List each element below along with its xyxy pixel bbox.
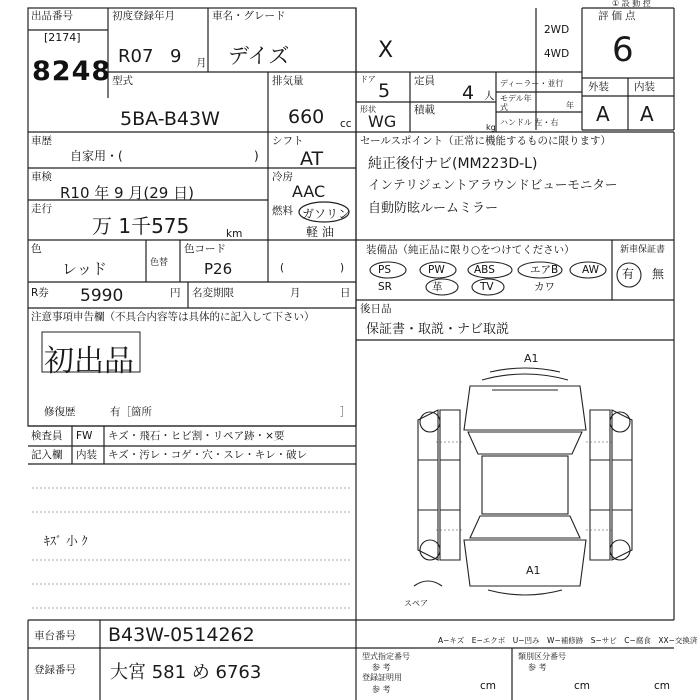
ref-2: 参 考: [528, 663, 547, 672]
notes-content: 初出品: [44, 344, 134, 379]
diagram-legend: A−キズ E−エクボ U−凹み W−補修跡 S−サビ C−腐食 XX−交換済: [438, 636, 698, 645]
repair-label: 修復歴: [44, 406, 76, 418]
meimei-day: 日: [340, 287, 351, 299]
warranty-no: 無: [652, 267, 665, 281]
fuel-paren-open: (: [280, 262, 285, 274]
lot-label: 出品番号: [31, 10, 73, 22]
first-reg-month-unit: 月: [196, 57, 207, 69]
capacity-unit: 人: [484, 90, 495, 102]
doors: 5: [378, 80, 391, 102]
type-designation-label: 型式指定番号: [362, 652, 410, 661]
sales-line-1: 純正後付ナビ(MM223D-L): [368, 156, 538, 172]
recycle: 5990: [80, 286, 124, 306]
notes-label: 注意事項申告欄（不具合内容等は具体的に記入して下さい）: [31, 311, 315, 323]
drive-2wd: 2WD: [544, 24, 570, 36]
color-code: P26: [204, 260, 233, 278]
interior-label: 内装: [634, 81, 655, 93]
chassis: B43W-0514262: [108, 624, 255, 646]
score-label: 評価点: [598, 10, 639, 22]
handle-label: ハンドル 左・右: [500, 118, 559, 127]
first-reg-month: 9: [170, 46, 182, 67]
fuel-paren-close: ): [340, 262, 345, 274]
car-name: デイズ: [228, 44, 290, 68]
recycle-label: R券: [31, 287, 49, 299]
drive-4wd: 4WD: [544, 48, 570, 60]
inspector-text-2: キズ・汚レ・コゲ・穴・スレ・キレ・破レ: [108, 449, 308, 461]
category-label: 類別区分番号: [518, 652, 566, 661]
equip-kawa: カワ: [534, 281, 555, 293]
recycle-unit: 円: [170, 287, 181, 299]
car-diagram: [400, 350, 650, 615]
notes-box: [40, 330, 144, 374]
reg-cert-label: 登録証明用: [362, 673, 402, 682]
warranty-label: 新車保証書: [620, 245, 666, 255]
equip-leather: 革: [432, 281, 443, 293]
equip-pw: PW: [428, 264, 445, 276]
doors-label: ドア: [360, 75, 376, 84]
repair-has: 有［箇所: [110, 406, 152, 418]
meimei-label: 名変期限: [192, 287, 234, 299]
ref-3: 参 考: [372, 685, 391, 694]
sales-label: セールスポイント（正常に機能するものに限ります）: [360, 135, 612, 147]
inspector-label-2: 記入欄: [31, 449, 63, 461]
capacity-label: 定員: [414, 75, 435, 87]
mileage-label: 走行: [31, 203, 52, 215]
inspection-label: 車検: [31, 171, 52, 183]
later-label: 後日品: [360, 303, 392, 315]
repair-close: ］: [340, 406, 351, 418]
equip-abs: ABS: [474, 264, 495, 276]
fuel-gasoline: ガソリン: [302, 207, 351, 221]
color: レッド: [62, 260, 107, 278]
lot-bracket: [2174]: [44, 31, 81, 44]
mileage: 万 1千575: [92, 214, 190, 238]
displacement-label: 排気量: [272, 75, 304, 87]
car-name-label: 車名・グレード: [212, 10, 286, 22]
cm-3: cm: [654, 680, 671, 692]
equipment-label: 装備品（純正品に限り○をつけてください）: [366, 244, 575, 256]
inspector-tag-fw: FW: [76, 430, 93, 442]
equip-sr: SR: [378, 281, 392, 293]
diagram-spare-label: スペア: [404, 599, 428, 608]
interior-grade: A: [640, 102, 654, 126]
corner-text: ① 設 動 控: [612, 0, 651, 8]
shape-label: 形状: [360, 105, 376, 114]
exterior-grade: A: [596, 102, 610, 126]
load-unit: kg: [486, 123, 496, 132]
sales-line-3: 自動防眩ルームミラー: [368, 201, 499, 216]
model-label: 型式: [112, 75, 133, 87]
color-code-label: 色コード: [184, 243, 226, 255]
cm-1: cm: [480, 680, 497, 692]
color-change-label: 色替: [150, 258, 169, 268]
fuel-circle: [296, 200, 352, 224]
fuel-label: 燃料: [272, 205, 293, 217]
sales-line-2: インテリジェントアラウンドビューモニター: [368, 177, 618, 192]
score: 6: [612, 30, 634, 70]
model: 5BA-B43W: [120, 108, 220, 130]
inspector-handwritten: ｷｽﾞ 小 ｸ: [44, 534, 88, 548]
equip-ps: PS: [378, 264, 391, 276]
model-year-label: モデル年式: [500, 94, 532, 112]
cm-2: cm: [574, 680, 591, 692]
displacement: 660: [288, 106, 325, 128]
history-value: 自家用・(: [70, 149, 123, 163]
ac: AAC: [292, 182, 326, 201]
plate-label: 登録番号: [34, 664, 76, 676]
equipment-circles: [360, 256, 610, 298]
model-year-unit: 年: [566, 101, 574, 110]
displacement-unit: cc: [340, 118, 352, 130]
mileage-unit: km: [226, 228, 243, 240]
first-reg-era: R07: [118, 46, 154, 67]
dealer-label: ディーラー・並行: [500, 79, 564, 88]
equip-aw: AW: [582, 264, 599, 276]
equip-airbag: エアB: [530, 264, 559, 276]
warranty-circle: [614, 260, 644, 290]
warranty-yes: 有: [622, 267, 635, 281]
exterior-label: 外装: [588, 81, 609, 93]
shift-label: シフト: [272, 135, 304, 147]
history-paren-close: ): [254, 149, 259, 163]
load-label: 積載: [414, 104, 435, 116]
diagram-mark-bottom: A1: [526, 564, 541, 577]
shift: AT: [300, 148, 324, 170]
history-label: 車歴: [31, 135, 52, 147]
inspector-tag-interior: 内装: [76, 449, 97, 461]
chassis-label: 車台番号: [34, 630, 76, 642]
ac-label: 冷房: [272, 171, 293, 183]
plate: 大宮 581 め 6763: [110, 662, 262, 683]
shape: WG: [368, 112, 397, 131]
grade: X: [378, 38, 394, 63]
equip-tv: TV: [480, 281, 494, 293]
fuel-diesel: 軽 油: [306, 225, 334, 239]
later-value: 保証書・取説・ナビ取説: [366, 322, 510, 337]
inspector-label-1: 検査員: [31, 430, 63, 442]
ref-1: 参 考: [372, 663, 391, 672]
capacity: 4: [462, 82, 475, 104]
color-label: 色: [31, 243, 42, 255]
diagram-mark-top: A1: [524, 352, 539, 365]
first-reg-label: 初度登録年月: [112, 10, 175, 22]
lot-number: 8248: [32, 56, 112, 87]
inspection: R10 年 9 月(29 日): [60, 184, 194, 202]
meimei-month: 月: [290, 287, 301, 299]
inspector-text-1: キズ・飛石・ヒビ割・リペア跡・×要: [108, 430, 285, 442]
